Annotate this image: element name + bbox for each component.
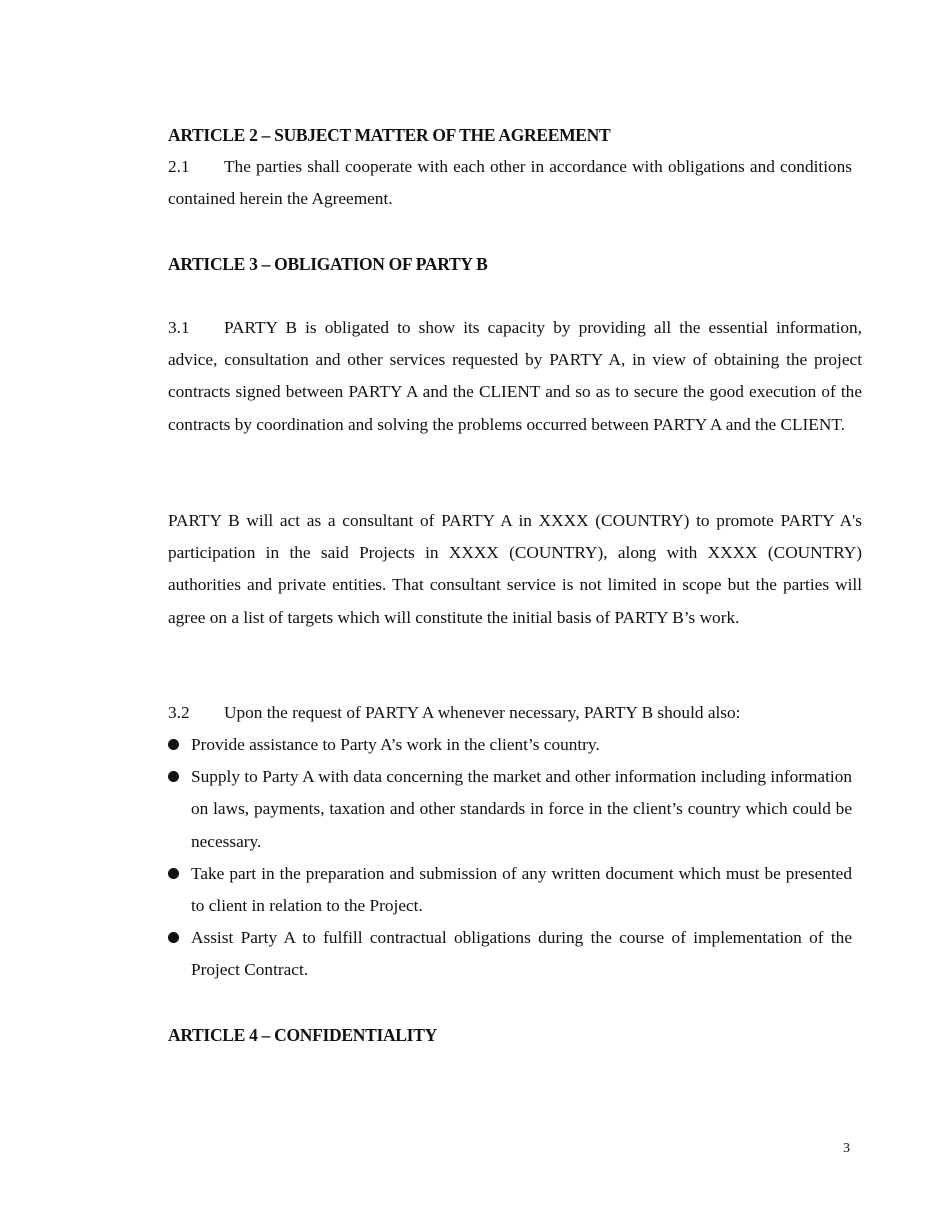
clause-3-1	[168, 312, 862, 441]
clause-3-2-text: Upon the request of PARTY A whenever necessary, PARTY B should also:	[224, 703, 741, 722]
article-2-heading: ARTICLE 2 – SUBJECT MATTER OF THE AGREEMENT	[168, 125, 611, 145]
bullet-dot-icon	[168, 739, 179, 750]
article-4-heading: ARTICLE 4 – CONFIDENTIALITY	[168, 1025, 437, 1045]
list-item-text: Take part in the preparation and submission of any written document which must be presented to client in relation to the Project.	[191, 863, 852, 916]
obligations-list	[168, 729, 852, 987]
bullet-dot-icon	[168, 868, 179, 879]
list-item-text: Provide assistance to Party A’s work in the client’s country.	[191, 735, 600, 754]
clause-2-1-text: The parties shall cooperate with each other in accordance with obligations and conditions contained herein the Agreement.	[168, 157, 852, 209]
article-3-heading: ARTICLE 3 – OBLIGATION OF PARTY B	[168, 254, 488, 274]
clause-3-2-number: 3.2	[168, 703, 190, 722]
clause-2-1-number: 2.1	[168, 157, 190, 176]
list-item-text: Supply to Party A with data concerning the market and other information including information on laws, payments, taxation and other standards in force in the client’s country which could be necessary.	[191, 767, 852, 851]
list-item	[168, 761, 852, 858]
list-item	[168, 729, 852, 761]
clause-2-1	[168, 151, 852, 215]
page-number: 3	[843, 1141, 850, 1156]
clause-3-2	[168, 697, 852, 729]
bullet-dot-icon	[168, 771, 179, 782]
clause-3-1-text: PARTY B is obligated to show its capacity by providing all the essential information, advice, consultation and other services requested by PARTY A, in view of obtaining the project contracts signed between PARTY A and the CLIENT and so as to secure the good execution of the contracts by coordination and solving the problems occurred between PARTY A and the CLIENT.	[168, 318, 862, 434]
list-item	[168, 922, 852, 986]
clause-3-1-number: 3.1	[168, 318, 190, 337]
consultant-paragraph: PARTY B will act as a consultant of PARTY A in XXXX (COUNTRY) to promote PARTY A's participation in the said Projects in XXXX (COUNTRY), along with XXXX (COUNTRY) authorities and private entities. That consultant service is not limited in scope but the parties will agree on a list of targets which will constitute the initial basis of PARTY B’s work.	[168, 511, 862, 627]
list-item	[168, 858, 852, 922]
bullet-dot-icon	[168, 932, 179, 943]
list-item-text: Assist Party A to fulfill contractual obligations during the course of implementation of the Project Contract.	[191, 928, 852, 980]
